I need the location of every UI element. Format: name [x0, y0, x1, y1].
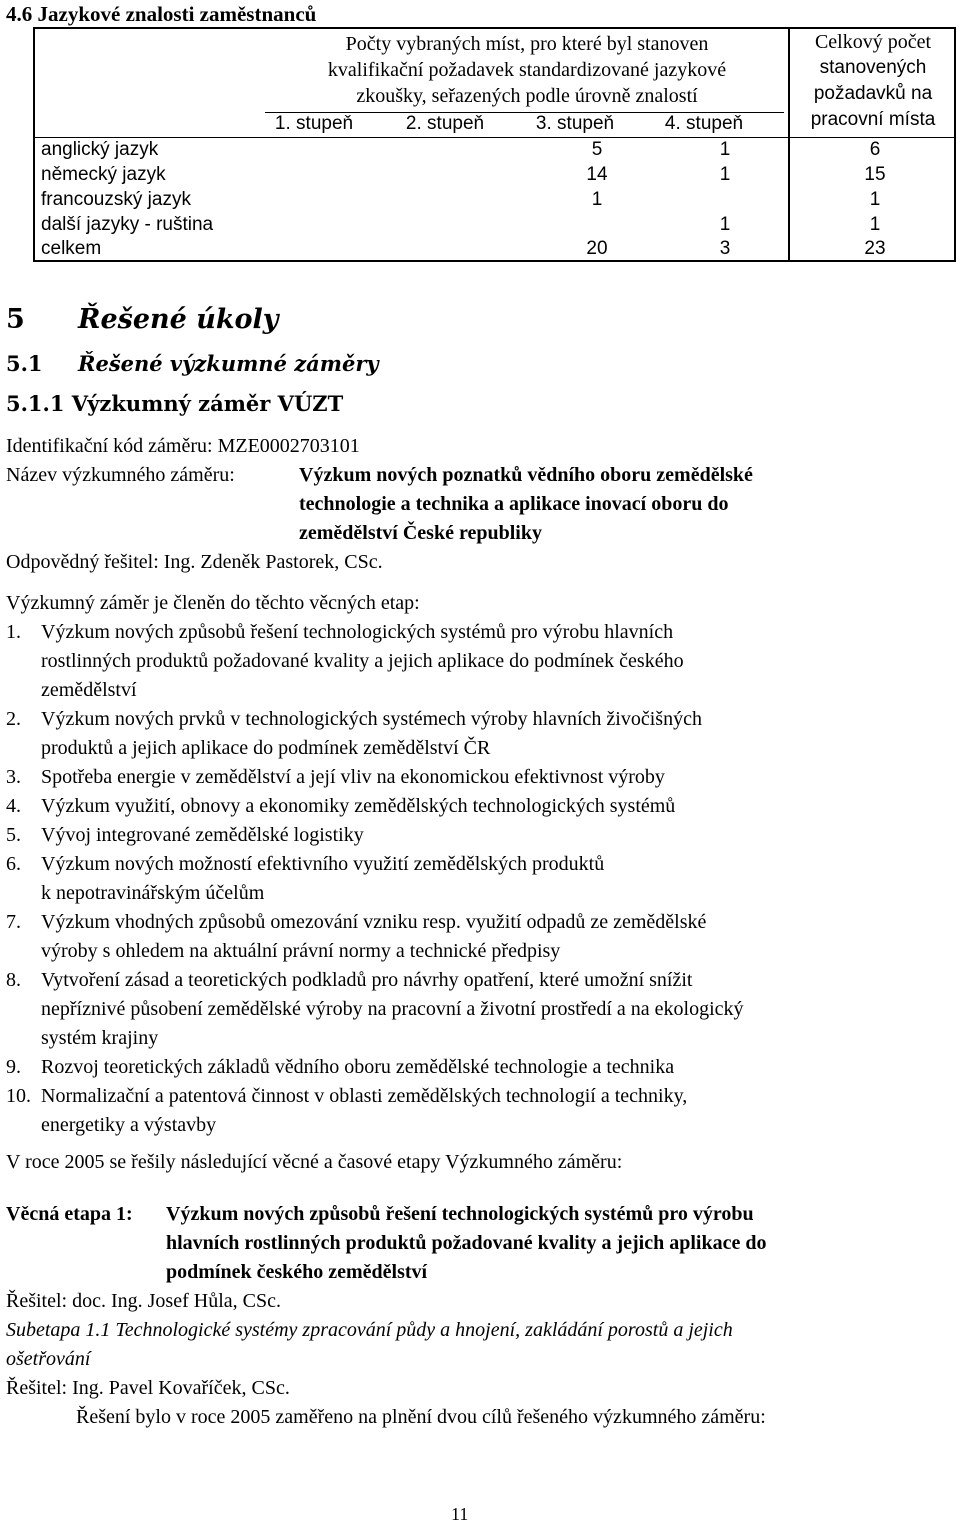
level-3-value: 14: [586, 164, 608, 185]
table-header-total: Celkový počet stanovených požadavků na pracovní místa: [810, 31, 936, 130]
level-3-value: 1: [591, 189, 603, 210]
level-4-header: 4. stupeň: [664, 113, 744, 134]
section-heading: 4.6 Jazykové znalosti zaměstnanců: [6, 2, 317, 26]
level-4-value: 1: [719, 139, 731, 160]
level-4-value: 1: [719, 164, 731, 185]
total-value: 15: [864, 164, 886, 185]
language-table: [33, 27, 956, 262]
table-header-main: Počty vybraných míst, pro které byl stanoven kvalifikační požadavek standardizované jazykové zkoušky, seřazených podle úrovně znalostí: [327, 33, 727, 107]
section-title: Řešené úkoly: [78, 304, 279, 335]
section-number: 5: [6, 304, 25, 335]
section-title: Řešené výzkumné záměry: [78, 351, 379, 376]
etapa-solver: Řešitel: doc. Ing. Josef Hůla, CSc.: [6, 1290, 281, 1312]
level-3-value: 5: [591, 139, 603, 160]
level-2-header: 2. stupeň: [405, 113, 485, 134]
level-1-header: 1. stupeň: [274, 113, 354, 134]
subetapa-title: Subetapa 1.1 Technologické systémy zpracování půdy a hnojení, zakládání porostů a jejich ošetřování: [6, 1319, 733, 1370]
row-label: anglický jazyk: [41, 139, 159, 160]
project-name: Výzkum nových poznatků vědního oboru zemědělské technologie a technika a aplikace inovací oboru do zemědělství České republiky: [299, 464, 753, 544]
level-4-value: 3: [719, 238, 731, 259]
total-value: 6: [869, 139, 881, 160]
etapa-label: Věcná etapa 1:: [6, 1203, 133, 1225]
page-number: 11: [451, 1504, 469, 1524]
row-label: francouzský jazyk: [41, 189, 191, 210]
etapa-title: Výzkum nových způsobů řešení technologických systémů pro výrobu hlavních rostlinných produktů požadované kvality a jejich aplikace do podmínek českého zemědělství: [166, 1203, 767, 1283]
row-label: celkem: [41, 238, 102, 259]
total-value: 1: [869, 214, 881, 235]
section-511-heading: 5.1.1 Výzkumný záměr VÚZT: [6, 391, 344, 416]
section-number: 5.1: [6, 351, 43, 376]
row-label: německý jazyk: [41, 164, 166, 185]
closing-text: Řešení bylo v roce 2005 zaměřeno na plnění dvou cílů řešeného výzkumného záměru:: [76, 1406, 766, 1428]
level-3-value: 20: [586, 238, 608, 259]
section-51-heading: [6, 350, 379, 378]
subetapa-solver: Řešitel: Ing. Pavel Kovaříček, CSc.: [6, 1377, 290, 1399]
section-5-heading: [6, 303, 279, 337]
year-line: V roce 2005 se řešily následující věcné a časové etapy Výzkumného záměru:: [6, 1151, 623, 1173]
stages-intro: Výzkumný záměr je členěn do těchto věcných etap:: [6, 592, 420, 614]
level-4-value: 1: [719, 214, 731, 235]
row-label: další jazyky - ruština: [41, 214, 214, 235]
project-id: Identifikační kód záměru: MZE0002703101: [6, 435, 360, 457]
level-3-header: 3. stupeň: [535, 113, 615, 134]
total-value: 1: [869, 189, 881, 210]
project-name-label: Název výzkumného záměru:: [6, 464, 235, 486]
total-value: 23: [864, 238, 886, 259]
project-responsible: Odpovědný řešitel: Ing. Zdeněk Pastorek, CSc.: [6, 551, 383, 573]
